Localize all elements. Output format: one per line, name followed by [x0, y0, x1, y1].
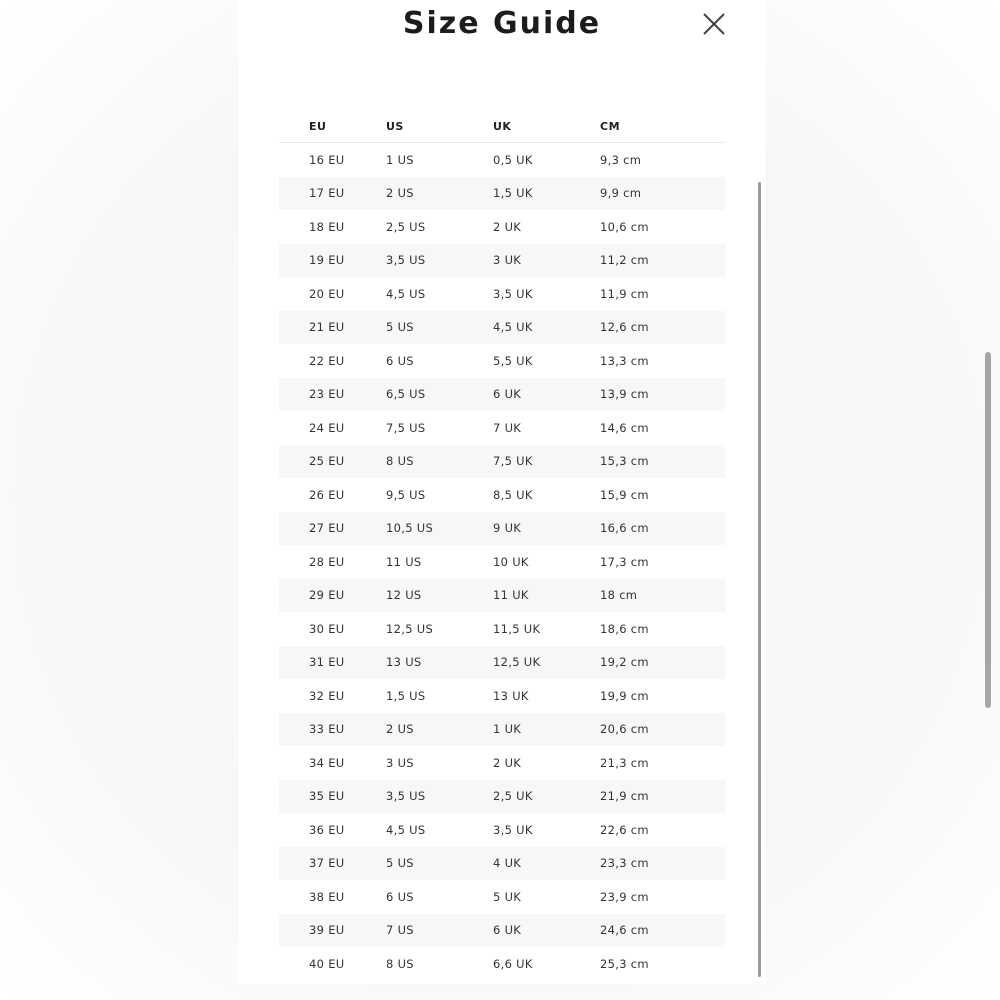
- cell-eu: 18 EU: [309, 219, 345, 234]
- cell-cm: 18 cm: [600, 588, 638, 603]
- close-button[interactable]: [700, 10, 728, 38]
- cell-eu: 35 EU: [309, 789, 345, 804]
- cell-uk: 2 UK: [493, 755, 522, 770]
- cell-us: 10,5 US: [386, 521, 434, 536]
- table-row: [279, 746, 725, 780]
- cell-uk: 1,5 UK: [493, 186, 533, 201]
- cell-eu: 29 EU: [309, 588, 345, 603]
- cell-eu: 21 EU: [309, 320, 345, 335]
- cell-uk: 10 UK: [493, 554, 529, 569]
- table-row: [279, 947, 725, 981]
- size-table-container: [279, 110, 725, 981]
- cell-cm: 14,6 cm: [600, 420, 649, 435]
- table-row: [279, 378, 725, 412]
- cell-eu: 40 EU: [309, 956, 345, 971]
- table-row: [279, 813, 725, 847]
- cell-uk: 4,5 UK: [493, 320, 533, 335]
- cell-cm: 13,9 cm: [600, 387, 649, 402]
- cell-cm: 20,6 cm: [600, 722, 649, 737]
- table-row: [279, 478, 725, 512]
- cell-uk: 11 UK: [493, 588, 529, 603]
- cell-us: 13 US: [386, 655, 422, 670]
- table-row: [279, 713, 725, 747]
- column-header-eu: EU: [279, 110, 386, 143]
- cell-cm: 10,6 cm: [600, 219, 649, 234]
- cell-us: 6 US: [386, 353, 414, 368]
- cell-uk: 11,5 UK: [493, 621, 541, 636]
- cell-us: 1,5 US: [386, 688, 426, 703]
- cell-eu: 26 EU: [309, 487, 345, 502]
- cell-uk: 13 UK: [493, 688, 529, 703]
- cell-cm: 21,3 cm: [600, 755, 649, 770]
- table-row: [279, 512, 725, 546]
- cell-us: 12,5 US: [386, 621, 434, 636]
- cell-us: 3 US: [386, 755, 414, 770]
- cell-us: 12 US: [386, 588, 422, 603]
- cell-uk: 2,5 UK: [493, 789, 533, 804]
- cell-eu: 32 EU: [309, 688, 345, 703]
- cell-eu: 17 EU: [309, 186, 345, 201]
- table-header-row: [279, 110, 725, 143]
- cell-uk: 8,5 UK: [493, 487, 533, 502]
- cell-eu: 39 EU: [309, 923, 345, 938]
- cell-us: 8 US: [386, 956, 414, 971]
- table-row: [279, 277, 725, 311]
- cell-uk: 6 UK: [493, 387, 522, 402]
- cell-cm: 18,6 cm: [600, 621, 649, 636]
- cell-cm: 16,6 cm: [600, 521, 649, 536]
- page-scrollbar[interactable]: [985, 352, 991, 708]
- cell-uk: 2 UK: [493, 219, 522, 234]
- cell-cm: 9,9 cm: [600, 186, 642, 201]
- table-scrollbar[interactable]: [758, 182, 761, 977]
- cell-uk: 6 UK: [493, 923, 522, 938]
- cell-uk: 0,5 UK: [493, 152, 533, 167]
- cell-uk: 9 UK: [493, 521, 522, 536]
- table-row: [279, 445, 725, 479]
- size-table: [279, 110, 725, 981]
- cell-cm: 23,9 cm: [600, 889, 649, 904]
- cell-cm: 19,9 cm: [600, 688, 649, 703]
- cell-cm: 22,6 cm: [600, 822, 649, 837]
- cell-us: 3,5 US: [386, 789, 426, 804]
- table-row: [279, 177, 725, 211]
- cell-cm: 21,9 cm: [600, 789, 649, 804]
- table-row: [279, 880, 725, 914]
- cell-eu: 20 EU: [309, 286, 345, 301]
- cell-us: 7 US: [386, 923, 414, 938]
- cell-eu: 33 EU: [309, 722, 345, 737]
- table-row: [279, 210, 725, 244]
- size-table-body: [279, 143, 725, 981]
- cell-eu: 23 EU: [309, 387, 345, 402]
- cell-cm: 15,3 cm: [600, 454, 649, 469]
- cell-eu: 30 EU: [309, 621, 345, 636]
- table-row: [279, 847, 725, 881]
- cell-cm: 11,9 cm: [600, 286, 649, 301]
- close-icon: [700, 10, 728, 38]
- cell-us: 1 US: [386, 152, 414, 167]
- cell-us: 2,5 US: [386, 219, 426, 234]
- cell-cm: 25,3 cm: [600, 956, 649, 971]
- cell-uk: 12,5 UK: [493, 655, 541, 670]
- cell-cm: 13,3 cm: [600, 353, 649, 368]
- column-header-us: US: [386, 110, 493, 143]
- cell-uk: 7 UK: [493, 420, 522, 435]
- cell-us: 3,5 US: [386, 253, 426, 268]
- cell-uk: 3,5 UK: [493, 822, 533, 837]
- table-row: [279, 411, 725, 445]
- cell-us: 4,5 US: [386, 286, 426, 301]
- table-row: [279, 914, 725, 948]
- cell-cm: 11,2 cm: [600, 253, 649, 268]
- table-row: [279, 579, 725, 613]
- cell-cm: 17,3 cm: [600, 554, 649, 569]
- cell-us: 11 US: [386, 554, 422, 569]
- table-row: [279, 244, 725, 278]
- cell-eu: 28 EU: [309, 554, 345, 569]
- table-row: [279, 646, 725, 680]
- column-header-uk: UK: [493, 110, 600, 143]
- cell-uk: 1 UK: [493, 722, 522, 737]
- cell-us: 4,5 US: [386, 822, 426, 837]
- cell-cm: 15,9 cm: [600, 487, 649, 502]
- cell-eu: 37 EU: [309, 856, 345, 871]
- table-row: [279, 679, 725, 713]
- cell-us: 2 US: [386, 186, 414, 201]
- cell-us: 8 US: [386, 454, 414, 469]
- cell-uk: 6,6 UK: [493, 956, 533, 971]
- cell-us: 9,5 US: [386, 487, 426, 502]
- modal-title: Size Guide: [402, 6, 602, 41]
- cell-eu: 38 EU: [309, 889, 345, 904]
- cell-us: 6,5 US: [386, 387, 426, 402]
- cell-us: 5 US: [386, 320, 414, 335]
- cell-eu: 19 EU: [309, 253, 345, 268]
- cell-cm: 23,3 cm: [600, 856, 649, 871]
- cell-us: 7,5 US: [386, 420, 426, 435]
- cell-uk: 7,5 UK: [493, 454, 533, 469]
- cell-cm: 9,3 cm: [600, 152, 642, 167]
- cell-uk: 4 UK: [493, 856, 522, 871]
- cell-cm: 12,6 cm: [600, 320, 649, 335]
- table-row: [279, 545, 725, 579]
- cell-eu: 24 EU: [309, 420, 345, 435]
- cell-eu: 34 EU: [309, 755, 345, 770]
- cell-eu: 36 EU: [309, 822, 345, 837]
- table-row: [279, 612, 725, 646]
- cell-eu: 22 EU: [309, 353, 345, 368]
- cell-eu: 31 EU: [309, 655, 345, 670]
- cell-eu: 27 EU: [309, 521, 345, 536]
- table-row: [279, 344, 725, 378]
- cell-cm: 24,6 cm: [600, 923, 649, 938]
- cell-uk: 5 UK: [493, 889, 522, 904]
- table-row: [279, 311, 725, 345]
- cell-eu: 16 EU: [309, 152, 345, 167]
- cell-us: 6 US: [386, 889, 414, 904]
- cell-us: 2 US: [386, 722, 414, 737]
- cell-eu: 25 EU: [309, 454, 345, 469]
- table-row: [279, 143, 725, 177]
- table-row: [279, 780, 725, 814]
- size-guide-modal: [238, 0, 766, 984]
- cell-uk: 5,5 UK: [493, 353, 533, 368]
- column-header-cm: CM: [600, 110, 725, 143]
- cell-uk: 3 UK: [493, 253, 522, 268]
- cell-uk: 3,5 UK: [493, 286, 533, 301]
- cell-cm: 19,2 cm: [600, 655, 649, 670]
- cell-us: 5 US: [386, 856, 414, 871]
